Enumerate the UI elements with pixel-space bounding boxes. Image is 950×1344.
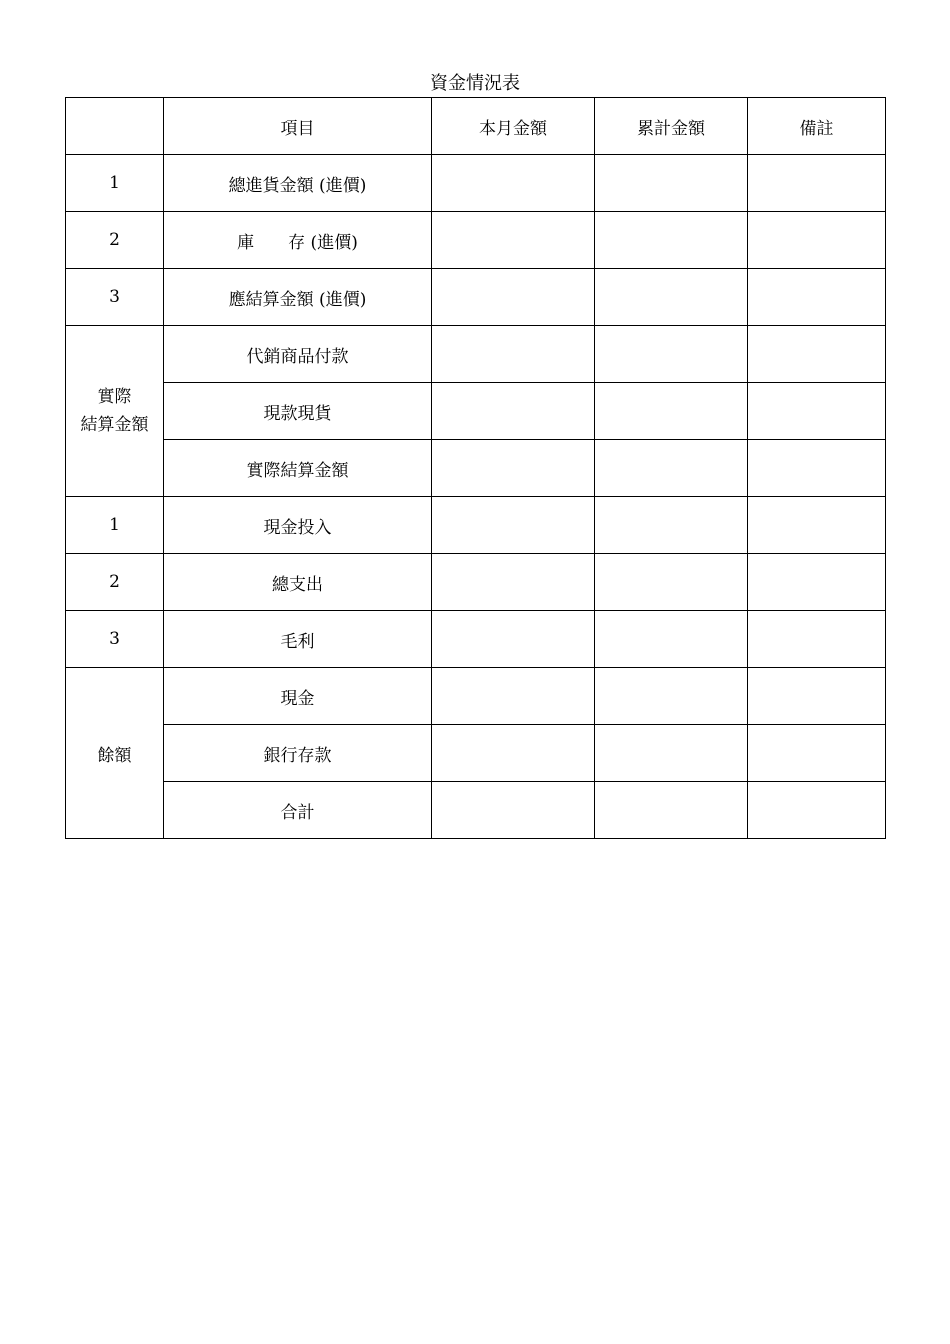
table-row <box>66 326 886 383</box>
table-row <box>66 725 886 782</box>
row-item: 毛利 <box>164 611 432 668</box>
table-row <box>66 269 886 326</box>
remarks-cell[interactable] <box>748 554 886 611</box>
group-label-line: 結算金額 <box>80 415 149 435</box>
cumulative-amount-cell[interactable] <box>595 383 748 440</box>
month-amount-cell[interactable] <box>432 155 595 212</box>
group-label-line: 實際 <box>97 387 132 407</box>
table-row <box>66 383 886 440</box>
remarks-cell[interactable] <box>748 668 886 725</box>
month-amount-cell[interactable] <box>432 326 595 383</box>
row-index: 1 <box>66 155 164 212</box>
remarks-cell[interactable] <box>748 269 886 326</box>
month-amount-cell[interactable] <box>432 725 595 782</box>
month-amount-cell[interactable] <box>432 668 595 725</box>
remarks-cell[interactable] <box>748 782 886 839</box>
month-amount-cell[interactable] <box>432 440 595 497</box>
month-amount-cell[interactable] <box>432 782 595 839</box>
row-index: 3 <box>66 611 164 668</box>
cumulative-amount-cell[interactable] <box>595 326 748 383</box>
table-row <box>66 668 886 725</box>
cumulative-amount-cell[interactable] <box>595 554 748 611</box>
cumulative-amount-cell[interactable] <box>595 668 748 725</box>
header-item-cell: 項目 <box>164 98 432 155</box>
remarks-cell[interactable] <box>748 497 886 554</box>
remarks-cell[interactable] <box>748 326 886 383</box>
actual-settlement-group-label <box>66 326 164 497</box>
cumulative-amount-cell[interactable] <box>595 212 748 269</box>
header-month-amount-cell: 本月金額 <box>432 98 595 155</box>
balance-group-label: 餘額 <box>66 668 164 839</box>
row-item: 現金 <box>164 668 432 725</box>
remarks-cell[interactable] <box>748 383 886 440</box>
row-index: 1 <box>66 497 164 554</box>
header-remarks-cell: 備註 <box>748 98 886 155</box>
remarks-cell[interactable] <box>748 212 886 269</box>
cumulative-amount-cell[interactable] <box>595 497 748 554</box>
fund-status-table <box>65 97 886 839</box>
table-row <box>66 155 886 212</box>
cumulative-amount-cell[interactable] <box>595 725 748 782</box>
cumulative-amount-cell[interactable] <box>595 155 748 212</box>
remarks-cell[interactable] <box>748 155 886 212</box>
row-item: 實際結算金額 <box>164 440 432 497</box>
month-amount-cell[interactable] <box>432 269 595 326</box>
row-item: 庫 存 (進價) <box>164 212 432 269</box>
row-item: 現款現貨 <box>164 383 432 440</box>
month-amount-cell[interactable] <box>432 383 595 440</box>
header-index-cell <box>66 98 164 155</box>
month-amount-cell[interactable] <box>432 611 595 668</box>
row-index: 2 <box>66 554 164 611</box>
table-row <box>66 611 886 668</box>
table-row <box>66 212 886 269</box>
table-header-row <box>66 98 886 155</box>
row-item: 合計 <box>164 782 432 839</box>
remarks-cell[interactable] <box>748 725 886 782</box>
month-amount-cell[interactable] <box>432 212 595 269</box>
remarks-cell[interactable] <box>748 440 886 497</box>
document-title: 資金情況表 <box>430 73 520 94</box>
row-item: 應結算金額 (進價) <box>164 269 432 326</box>
row-item: 現金投入 <box>164 497 432 554</box>
remarks-cell[interactable] <box>748 611 886 668</box>
row-item: 銀行存款 <box>164 725 432 782</box>
cumulative-amount-cell[interactable] <box>595 782 748 839</box>
month-amount-cell[interactable] <box>432 554 595 611</box>
row-item: 總支出 <box>164 554 432 611</box>
header-cumulative-amount-cell: 累計金額 <box>595 98 748 155</box>
cumulative-amount-cell[interactable] <box>595 611 748 668</box>
cumulative-amount-cell[interactable] <box>595 440 748 497</box>
table-row <box>66 554 886 611</box>
table-row <box>66 782 886 839</box>
row-index: 3 <box>66 269 164 326</box>
row-index: 2 <box>66 212 164 269</box>
row-item: 總進貨金額 (進價) <box>164 155 432 212</box>
cumulative-amount-cell[interactable] <box>595 269 748 326</box>
table-row <box>66 497 886 554</box>
table-row <box>66 440 886 497</box>
month-amount-cell[interactable] <box>432 497 595 554</box>
row-item: 代銷商品付款 <box>164 326 432 383</box>
